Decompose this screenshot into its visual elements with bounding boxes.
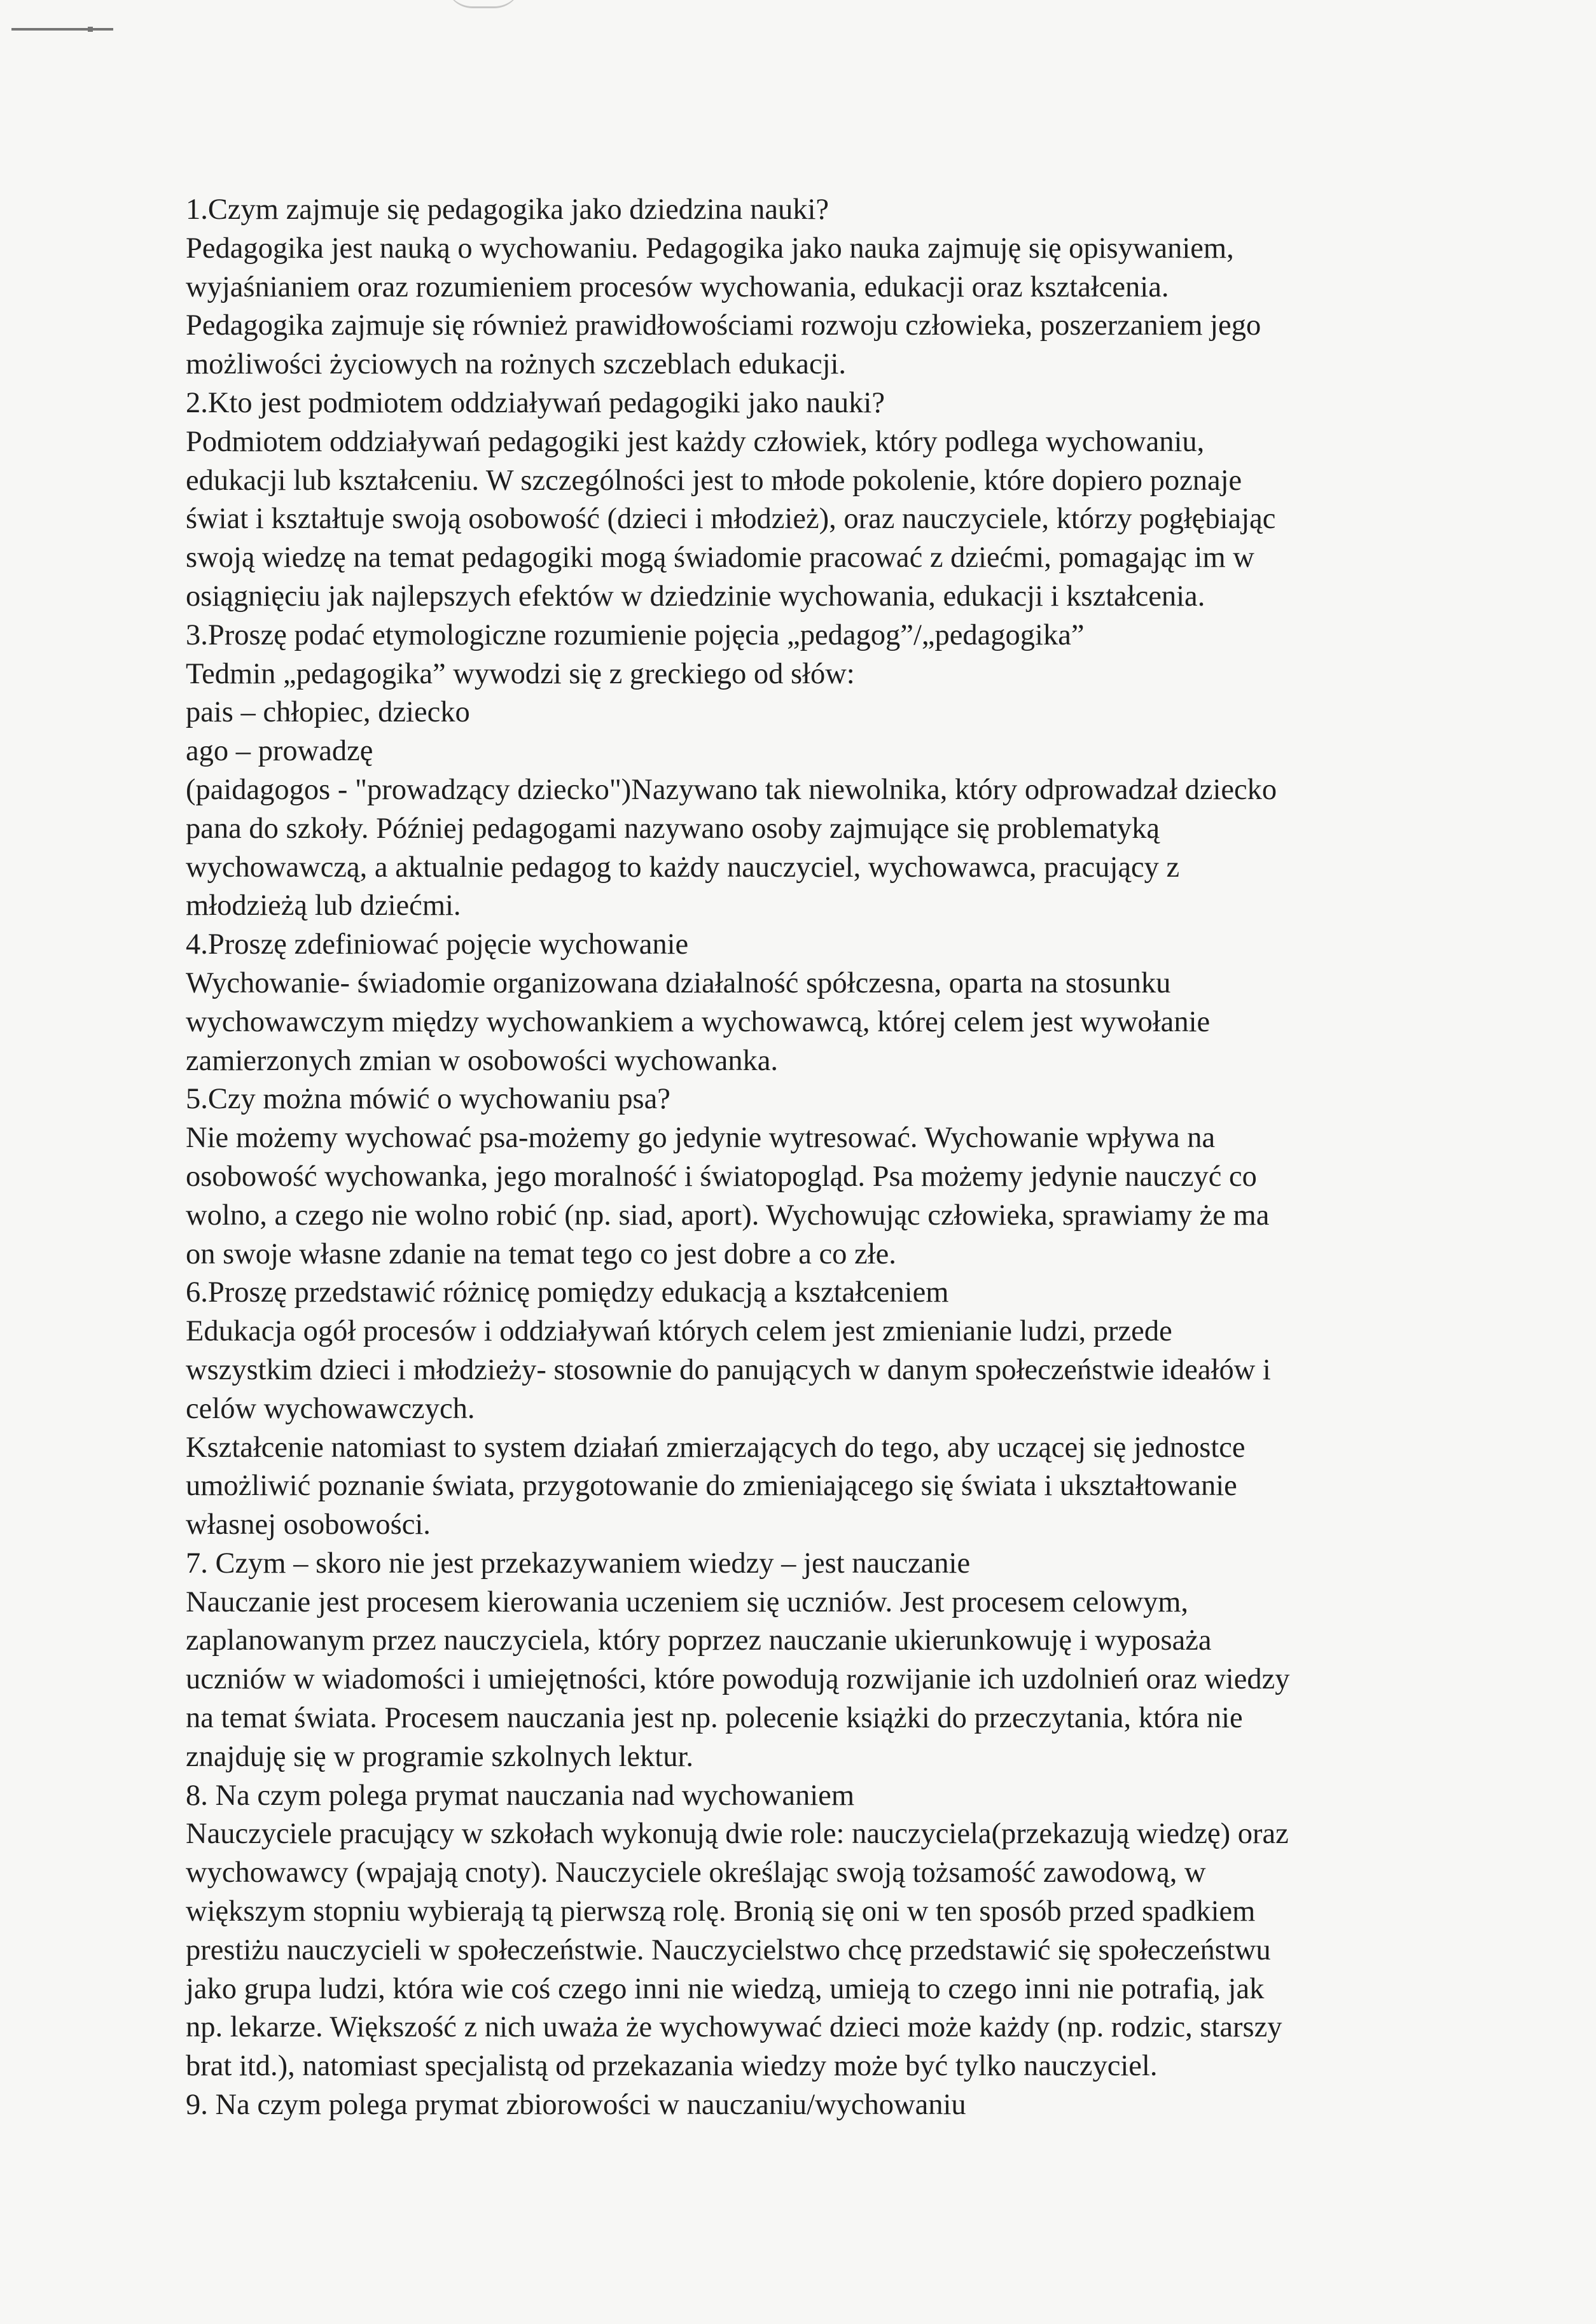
document-line: Podmiotem oddziaływań pedagogiki jest każdy człowiek, który podlega wychowaniu, [186,425,1205,458]
document-line: 5.Czy można mówić o wychowaniu psa? [186,1083,670,1116]
document-line: młodzieżą lub dziećmi. [186,889,461,922]
document-line: Wychowanie- świadomie organizowana działalność spółczesna, oparta na stosunku [186,966,1171,999]
document-line: większym stopniu wybierają tą pierwszą rolę. Bronią się oni w ten sposób przed spadkiem [186,1895,1256,1928]
document-line: świat i kształtuje swoją osobowość (dzieci i młodzież), oraz nauczyciele, którzy pogłębiając [186,503,1276,536]
document-line: znajduję się w programie szkolnych lektur. [186,1740,694,1773]
document-line: 3.Proszę podać etymologiczne rozumienie pojęcia „pedagog”/„pedagogika” [186,618,1085,651]
document-line: Tedmin „pedagogika” wywodzi się z greckiego od słów: [186,657,855,690]
document-line: możliwości życiowych na rożnych szczeblach edukacji. [186,348,847,381]
document-line: Kształcenie natomiast to system działań zmierzających do tego, aby uczącej się jednostce [186,1431,1246,1464]
document-line: brat itd.), natomiast specjalistą od przekazania wiedzy może być tylko nauczyciel. [186,2050,1158,2083]
document-line: 8. Na czym polega prymat nauczania nad wychowaniem [186,1779,854,1812]
document-line: Pedagogika jest nauką o wychowaniu. Pedagogika jako nauka zajmuję się opisywaniem, [186,232,1234,265]
document-line: wychowawczym między wychowankiem a wychowawcą, której celem jest wywołanie [186,1005,1211,1038]
document-line: jako grupa ludzi, która wie coś czego inni nie wiedzą, umieją to czego inni nie potrafią, jak [186,1972,1265,2005]
document-line: (paidagogos - "prowadzący dziecko")Nazywano tak niewolnika, który odprowadzał dziecko [186,773,1277,806]
document-line: ago – prowadzę [186,735,373,768]
document-line: 7. Czym – skoro nie jest przekazywaniem wiedzy – jest nauczanie [186,1547,971,1580]
document-line: osiągnięciu jak najlepszych efektów w dziedzinie wychowania, edukacji i kształcenia. [186,580,1205,613]
document-line: Nie możemy wychować psa-możemy go jedynie wytresować. Wychowanie wpływa na [186,1122,1216,1155]
document-line: celów wychowawczych. [186,1392,475,1425]
document-line: uczniów w wiadomości i umiejętności, które powodują rozwijanie ich uzdolnień oraz wiedzy [186,1663,1290,1696]
document-line: prestiżu nauczycieli w społeczeństwie. Nauczycielstwo chcę przedstawić się społeczeństwu [186,1933,1271,1966]
document-line: pais – chłopiec, dziecko [186,696,470,729]
document-text [186,191,1445,2125]
document-line: 2.Kto jest podmiotem oddziaływań pedagogiki jako nauki? [186,386,885,419]
document-line: wyjaśnianiem oraz rozumieniem procesów wychowania, edukacji oraz kształcenia. [186,270,1169,303]
document-line: 4.Proszę zdefiniować pojęcie wychowanie [186,928,689,961]
document-line: Pedagogika zajmuje się również prawidłowościami rozwoju człowieka, poszerzaniem jego [186,309,1261,342]
document-line: wolno, a czego nie wolno robić (np. siad, aport). Wychowując człowieka, sprawiamy że ma [186,1199,1270,1232]
document-line: 1.Czym zajmuje się pedagogika jako dziedzina nauki? [186,193,829,226]
document-line: wszystkim dzieci i młodzieży- stosownie do panujących w danym społeczeństwie ideałów i [186,1353,1271,1386]
scan-artifact-arc [445,0,522,8]
document-line: wychowawczą, a aktualnie pedagog to każdy nauczyciel, wychowawca, pracujący z [186,851,1180,884]
document-line: edukacji lub kształceniu. W szczególności jest to młode pokolenie, które dopiero poznaje [186,464,1242,497]
document-line: na temat świata. Procesem nauczania jest np. polecenie książki do przeczytania, która nie [186,1702,1243,1735]
document-line: pana do szkoły. Później pedagogami nazywano osoby zajmujące się problematyką [186,812,1160,845]
document-line: 9. Na czym polega prymat zbiorowości w nauczaniu/wychowaniu [186,2089,966,2122]
document-line: Edukacja ogół procesów i oddziaływań których celem jest zmienianie ludzi, przede [186,1315,1172,1348]
document-line: osobowość wychowanka, jego moralność i światopogląd. Psa możemy jedynie nauczyć co [186,1160,1257,1193]
document-line: 6.Proszę przedstawić różnicę pomiędzy edukacją a kształceniem [186,1276,949,1309]
scan-corner-mark [11,28,113,31]
document-line: własnej osobowości. [186,1508,431,1541]
document-line: Nauczanie jest procesem kierowania uczeniem się uczniów. Jest procesem celowym, [186,1585,1189,1618]
document-line: on swoje własne zdanie na temat tego co jest dobre a co złe. [186,1237,896,1270]
document-line: Nauczyciele pracujący w szkołach wykonują dwie role: nauczyciela(przekazują wiedzę) oraz [186,1818,1289,1851]
document-line: umożliwić poznanie świata, przygotowanie do zmieniającego się świata i ukształtowanie [186,1470,1237,1503]
document-line: wychowawcy (wpajają cnoty). Nauczyciele określając swoją tożsamość zawodową, w [186,1856,1206,1889]
document-line: swoją wiedzę na temat pedagogiki mogą świadomie pracować z dziećmi, pomagając im w [186,541,1254,574]
document-line: zaplanowanym przez nauczyciela, który poprzez nauczanie ukierunkowuję i wyposaża [186,1624,1212,1657]
document-line: zamierzonych zmian w osobowości wychowanka. [186,1044,778,1077]
document-line: np. lekarze. Większość z nich uważa że wychowywać dzieci może każdy (np. rodzic, starszy [186,2011,1282,2044]
